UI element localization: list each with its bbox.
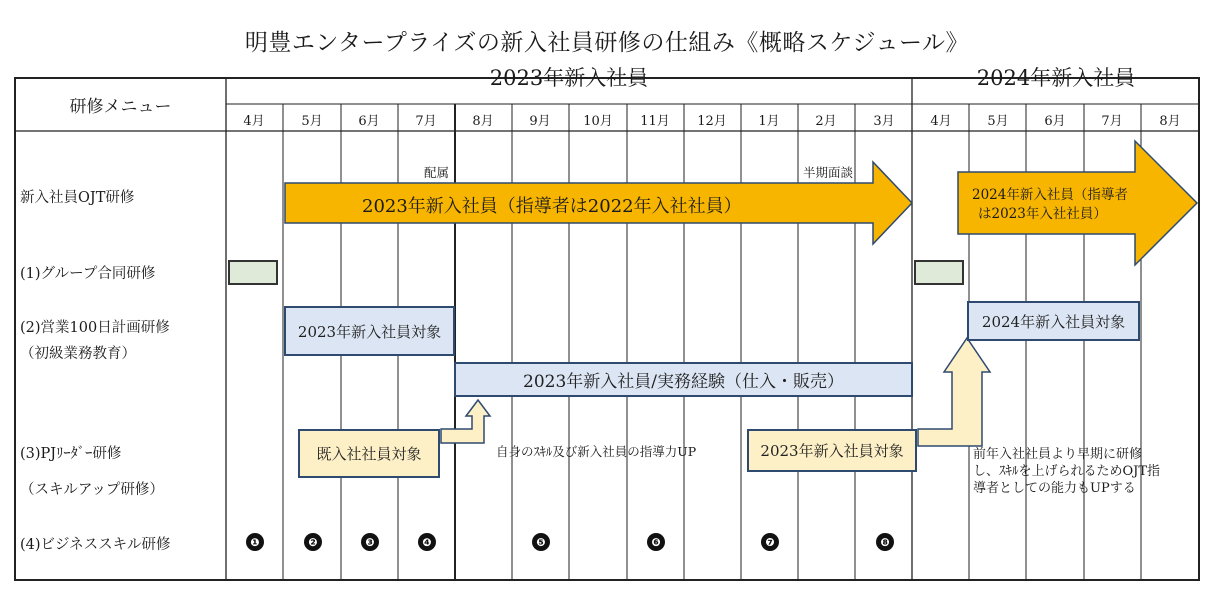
sales-2023-box: 2023年新入社員対象 [284, 306, 455, 356]
row-label-pj-sub: （スキルアップ研修） [20, 482, 164, 498]
row-label-pj: (3)PJﾘｰﾀﾞｰ研修 [20, 446, 122, 462]
year-header-2024: 2024年新入社員 [976, 66, 1136, 90]
month-label: 8月 [1159, 114, 1181, 129]
business-session-number: ❺ [532, 533, 550, 551]
month-label: 7月 [415, 114, 437, 129]
row-label-business: (4)ビジネススキル研修 [20, 537, 171, 553]
page-title: 明豊エンタープライズの新入社員研修の仕組み《概略スケジュール》 [244, 30, 970, 56]
year-header-2023: 2023年新入社員 [489, 66, 649, 90]
business-session-number: ❸ [361, 533, 379, 551]
menu-header: 研修メニュー [69, 97, 172, 117]
business-session-number: ❼ [761, 533, 779, 551]
row-label-sales-sub: （初級業務教育） [20, 346, 136, 362]
month-label: 3月 [873, 114, 895, 129]
month-label: 9月 [529, 114, 551, 129]
month-label: 12月 [697, 114, 727, 129]
month-label: 10月 [583, 114, 613, 129]
business-session-number: ❷ [304, 533, 322, 551]
ojt-2024-text-line1: 2024年新入社員（指導者 [972, 187, 1128, 203]
early-note-line3: 導者としての能力もUPする [973, 481, 1136, 496]
business-session-number: ❽ [876, 533, 894, 551]
pj-existing-box: 既入社社員対象 [298, 429, 440, 478]
month-label: 1月 [758, 114, 780, 129]
half-interview-label: 半期面談 [803, 165, 854, 180]
pj-connector-arrow-left [441, 400, 490, 443]
month-label: 8月 [472, 114, 494, 129]
ojt-2024-text [972, 186, 1128, 224]
assignment-label: 配属 [424, 165, 450, 180]
month-label: 5月 [301, 114, 323, 129]
ojt-2023-text: 2023年新入社員（指導者は2022年入社社員） [362, 196, 742, 217]
month-label: 11月 [640, 114, 670, 129]
month-label: 7月 [1101, 114, 1123, 129]
group-training-2024-box [914, 260, 964, 285]
month-label: 2月 [815, 114, 837, 129]
ojt-2024-text-line2: は2023年入社社員） [978, 206, 1107, 222]
early-training-note [973, 446, 1160, 497]
row-label-ojt: 新入社員OJT研修 [20, 190, 135, 206]
practice-2023-box: 2023年新入社員/実務経験（仕入・販売） [454, 362, 913, 397]
skill-up-note: 自身のｽｷﾙ及び新入社員の指導力UP [496, 444, 697, 459]
business-session-number: ❻ [647, 533, 665, 551]
early-note-line2: し、ｽｷﾙを上げられるためOJT指 [973, 464, 1161, 479]
business-session-number: ❶ [246, 533, 264, 551]
pj-connector-arrow-right [918, 338, 990, 446]
early-note-line1: 前年入社社員より早期に研修 [973, 447, 1143, 462]
business-session-number: ❹ [418, 533, 436, 551]
sales-2024-box: 2024年新入社員対象 [967, 301, 1140, 341]
row-label-sales: (2)営業100日計画研修 [20, 320, 170, 336]
month-label: 6月 [358, 114, 380, 129]
pj-2023-box: 2023年新入社員対象 [747, 429, 917, 472]
month-label: 4月 [930, 114, 952, 129]
month-label: 4月 [243, 114, 265, 129]
month-label: 6月 [1044, 114, 1066, 129]
group-training-2023-box [228, 260, 278, 285]
row-label-group: (1)グループ合同研修 [20, 266, 156, 282]
month-label: 5月 [987, 114, 1009, 129]
